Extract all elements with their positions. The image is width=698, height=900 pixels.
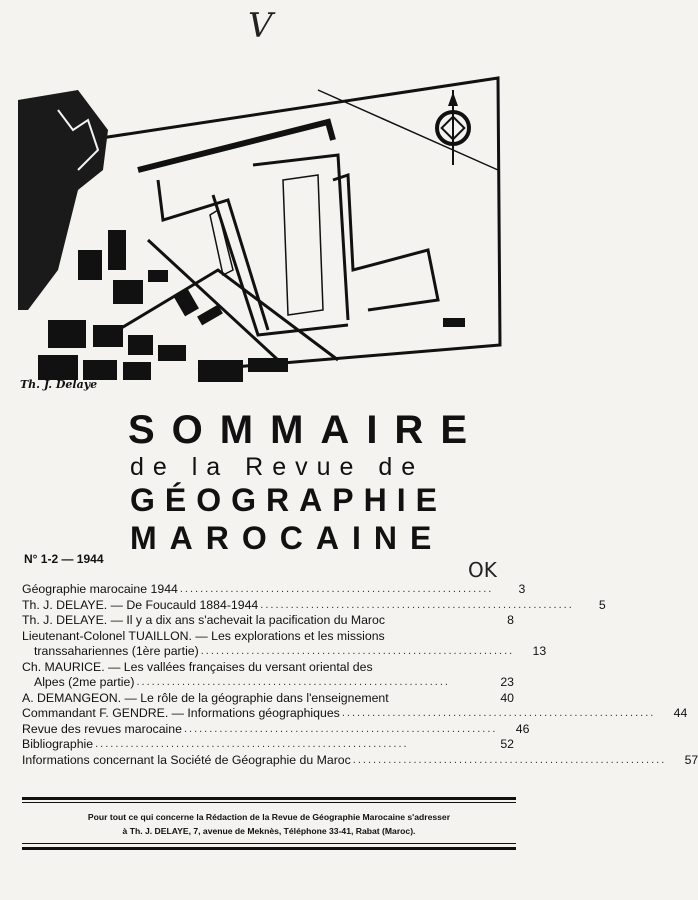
title-sommaire: SOMMAIRE <box>128 408 484 452</box>
divider-top <box>22 797 516 800</box>
compass-rose-icon <box>437 90 469 165</box>
title-marocaine: MAROCAINE <box>130 520 445 556</box>
divider-top-thin <box>22 802 516 803</box>
handwritten-mark: V <box>248 6 273 46</box>
toc-entry: Revue des revues marocaine .............................................................. 46 <box>22 721 530 736</box>
issue-number: N° 1-2 — 1944 <box>24 552 104 566</box>
toc-entry: Bibliographie .............................................................. 52 <box>22 737 514 751</box>
port-map-illustration <box>18 70 518 400</box>
toc-entry: Géographie marocaine 1944 .............................................................. 3 <box>22 582 526 596</box>
toc-entry: Lieutenant-Colonel TUAILLON. — Les explorations et les missions <box>22 628 385 643</box>
toc-entry-continued: transsahariennes (1ère partie) .............................................................. 13 <box>34 644 547 658</box>
toc-entry: A. DEMANGEON. — Le rôle de la géographie dans l'enseignement 40 <box>22 690 514 705</box>
toc-entry: Ch. MAURICE. — Les vallées françaises du versant oriental des <box>22 659 373 674</box>
map-signature: Th. J. Delaye <box>20 378 98 391</box>
divider-bottom-thin <box>22 843 516 844</box>
ok-handwritten-mark: OK <box>468 558 497 582</box>
footer-line: Pour tout ce qui concerne la Rédaction de la Revue de Géographie Marocaine s'adresser <box>87 812 451 822</box>
toc-entry-continued: Alpes (2me partie) .............................................................. 23 <box>34 675 514 689</box>
toc-entry: Informations concernant la Société de Géographie du Maroc .............................................................. 57 <box>22 752 698 767</box>
divider-bottom <box>22 847 516 850</box>
toc-entry: Commandant F. GENDRE. — Informations géographiques .............................................................. 44 <box>22 706 688 720</box>
table-of-contents <box>22 582 698 768</box>
footer-line: à Th. J. DELAYE, 7, avenue de Meknès, Téléphone 33-41, Rabat (Maroc). <box>122 826 416 836</box>
toc-entry: Th. J. DELAYE. — De Foucauld 1884-1944 .............................................................. 5 <box>22 597 606 612</box>
title-geographie: GÉOGRAPHIE <box>130 482 447 518</box>
title-de-la-revue: de la Revue de <box>130 453 425 481</box>
toc-entry: Th. J. DELAYE. — Il y a dix ans s'achevait la pacification du Maroc 8 <box>22 613 514 627</box>
footer-notice <box>22 810 516 838</box>
